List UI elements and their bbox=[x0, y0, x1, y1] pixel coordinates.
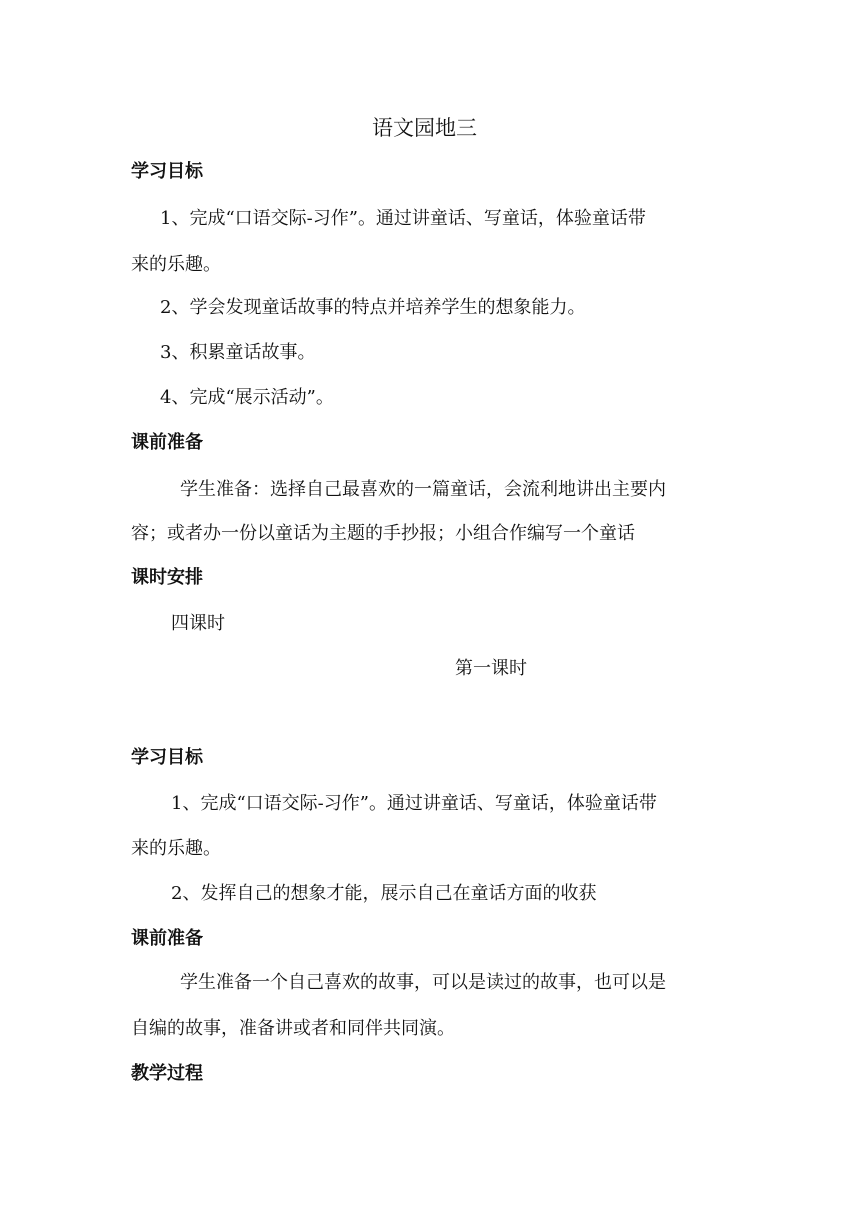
goal-3: 3、积累童话故事。 bbox=[160, 342, 316, 363]
lesson-1-preparation-line-2: 自编的故事，准备讲或者和同伴共同演。 bbox=[131, 1018, 455, 1039]
lesson-1-heading-preparation: 课前准备 bbox=[131, 928, 203, 949]
document-title: 语文园地三 bbox=[372, 116, 477, 140]
lesson-1-goal-2: 2、发挥自己的想象才能，展示自己在童话方面的收获 bbox=[171, 883, 597, 904]
goal-1-line-2: 来的乐趣。 bbox=[131, 254, 221, 275]
goal-4: 4、完成“展示活动”。 bbox=[160, 387, 334, 408]
lesson-1-goal-1-line-2: 来的乐趣。 bbox=[131, 838, 221, 859]
lesson-1-heading-process: 教学过程 bbox=[131, 1063, 203, 1084]
lesson-1-preparation-line-1: 学生准备一个自己喜欢的故事，可以是读过的故事，也可以是 bbox=[180, 972, 666, 993]
goal-1-line-1: 1、完成“口语交际-习作”。通过讲童话、写童话，体验童话带 bbox=[160, 208, 646, 229]
section-heading-preparation: 课前准备 bbox=[131, 432, 203, 453]
section-heading-schedule: 课时安排 bbox=[131, 567, 203, 588]
schedule-text: 四课时 bbox=[171, 613, 225, 634]
lesson-1-title: 第一课时 bbox=[455, 658, 527, 679]
section-heading-learning-goals: 学习目标 bbox=[131, 161, 203, 182]
goal-2: 2、学会发现童话故事的特点并培养学生的想象能力。 bbox=[160, 297, 586, 318]
lesson-1-heading-learning-goals: 学习目标 bbox=[131, 747, 203, 768]
lesson-1-goal-1-line-1: 1、完成“口语交际-习作”。通过讲童话、写童话，体验童话带 bbox=[171, 793, 657, 814]
preparation-line-1: 学生准备：选择自己最喜欢的一篇童话，会流利地讲出主要内 bbox=[180, 479, 666, 500]
preparation-line-2: 容；或者办一份以童话为主题的手抄报；小组合作编写一个童话 bbox=[131, 523, 635, 544]
